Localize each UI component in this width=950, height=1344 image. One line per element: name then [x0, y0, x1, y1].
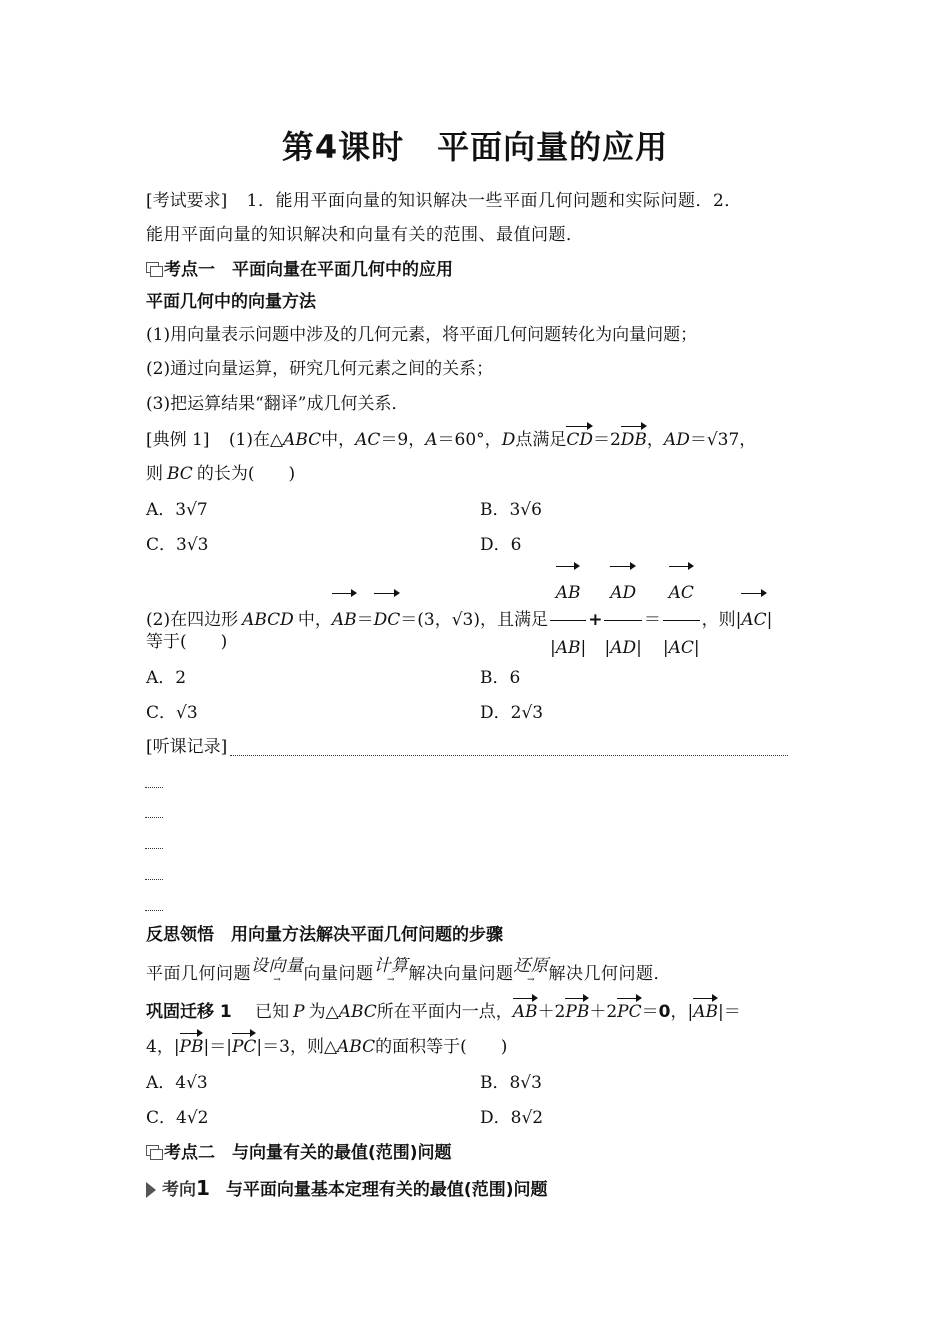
notes-dotted-line	[145, 787, 163, 788]
section1-heading	[146, 258, 453, 282]
ex1-text: ，	[646, 430, 664, 450]
ex1-point-d: D	[501, 430, 516, 450]
flow-arrow-2	[373, 956, 409, 988]
vector-cd: CD	[566, 430, 593, 450]
ex2-option-b: B．6	[480, 668, 521, 688]
ex1-angle-a: A	[425, 430, 438, 450]
ex2-text: 中，	[297, 610, 332, 630]
example1-part2-line1	[146, 568, 772, 673]
ex2-text: |	[766, 610, 773, 630]
vector-dc: DC	[374, 595, 401, 645]
vector-ab: AB	[693, 1002, 718, 1022]
vector-ab: AB	[332, 595, 357, 645]
direction-text: 与平面向量基本定理有关的最值(范围)问题	[225, 1180, 548, 1200]
section-icon	[146, 1145, 162, 1159]
example1-part2-line2: 等于( )	[146, 632, 228, 652]
ex2-option-c: C．√3	[146, 703, 198, 723]
flow-arrow-3	[513, 956, 549, 988]
exam-requirement-line2: 能用平面向量的知识解决和向量有关的范围、最值问题．	[146, 225, 584, 245]
vector-pb: PB	[565, 1002, 590, 1022]
pr-text: 已知	[255, 1002, 290, 1022]
vector-pb: PB	[179, 1037, 204, 1057]
frac-ad-num: AD	[610, 568, 636, 618]
pr-text: 所在平面内一点，	[376, 1002, 513, 1022]
ex1-ac: AC	[355, 430, 381, 450]
flow-label: 还原	[513, 956, 549, 976]
ex1-text: 则	[146, 464, 163, 484]
example1-line2	[146, 462, 295, 486]
ex1-ad: AD	[663, 430, 690, 450]
ex1-ad-value: ＝√37，	[689, 430, 757, 450]
direction-number: 1	[196, 1176, 210, 1200]
fraction-ad	[604, 568, 641, 673]
pr-text: |＝3，则△	[256, 1037, 338, 1057]
vector-db: DB	[620, 430, 647, 450]
pr-point-p: P	[293, 1002, 305, 1022]
example1-label: [典例 1]	[146, 430, 210, 450]
pr-option-a: A．4√3	[146, 1073, 208, 1093]
notes-dotted-line	[145, 910, 163, 911]
ex1-text: 点满足	[515, 430, 567, 450]
frac-ad-den: |AD|	[604, 638, 642, 658]
section2-heading	[146, 1141, 452, 1165]
pr-text: ，|	[670, 1002, 694, 1022]
pr-option-b: B．8√3	[480, 1073, 542, 1093]
pr-text: |＝	[717, 1002, 741, 1022]
requirement-text-1: 1．能用平面向量的知识解决一些平面几何问题和实际问题．2．	[246, 191, 742, 211]
ex2-option-a: A．2	[146, 668, 187, 688]
ex2-text: ＝	[643, 610, 661, 630]
pr-text: 4，|	[146, 1037, 180, 1057]
vector-ab: AB	[512, 1002, 538, 1022]
method-step-3: (3)把运算结果“翻译”成几何关系．	[146, 394, 409, 414]
frac-ab-den: |AB|	[549, 638, 587, 658]
pr-text: ＝	[641, 1002, 659, 1022]
pr-text: ＋2	[589, 1002, 618, 1022]
play-arrow-icon	[146, 1182, 156, 1198]
ex1-bc: BC	[167, 464, 193, 484]
notes-dotted-line	[230, 755, 788, 756]
fraction-ac	[663, 568, 700, 673]
pr-text: 为△	[308, 1002, 339, 1022]
direction-label: 考向	[162, 1180, 196, 1200]
pr-option-c: C．4√2	[146, 1108, 209, 1128]
ex2-text: ，则|	[701, 610, 742, 630]
ex2-option-d: D．2√3	[480, 703, 544, 723]
ex1-text: ＝9，	[380, 430, 426, 450]
requirement-label: [考试要求]	[146, 191, 228, 211]
ex1-text: 的长为( )	[196, 464, 296, 484]
notes-dotted-line	[145, 879, 163, 880]
section1-heading-text: 考点一 平面向量在平面几何中的应用	[164, 260, 453, 280]
ex1-option-a: A．3√7	[146, 500, 208, 520]
pr-text: 的面积等于( )	[375, 1037, 508, 1057]
notes-dotted-line	[145, 817, 163, 818]
plus-sign: +	[588, 610, 603, 630]
practice1-label: 巩固迁移 1	[146, 1002, 232, 1022]
frac-ac-den: |AC|	[662, 638, 700, 658]
ex1-text: ＝60°，	[437, 430, 502, 450]
ex2-quad: ABCD	[242, 610, 294, 630]
flow-step: 解决几何问题．	[548, 964, 671, 984]
method-step-1: (1)用向量表示问题中涉及的几何元素，将平面几何问题转化为向量问题；	[146, 325, 698, 345]
practice1-line1	[146, 1000, 741, 1024]
method-step-2: (2)通过向量运算，研究几何元素之间的关系；	[146, 359, 494, 379]
ex1-text: 中，	[321, 430, 356, 450]
ex2-value: ＝(3，√3)，且满足	[400, 610, 548, 630]
ex1-option-d: D．6	[480, 535, 522, 555]
flow-step: 平面几何问题	[146, 964, 251, 984]
pr-text: |＝|	[203, 1037, 232, 1057]
frac-ac-num: AC	[669, 568, 694, 618]
direction1	[146, 1176, 547, 1202]
ex1-option-c: C．3√3	[146, 535, 209, 555]
section1-subheading: 平面几何中的向量方法	[146, 292, 316, 312]
arrow-icon: →	[386, 975, 396, 985]
notes-dotted-line	[145, 848, 163, 849]
arrow-icon: →	[273, 975, 282, 985]
vector-pc: PC	[231, 1037, 257, 1057]
reflection-heading: 反思领悟 用向量方法解决平面几何问题的步骤	[146, 925, 503, 945]
pr-option-d: D．8√2	[480, 1108, 544, 1128]
exam-requirement-line1	[146, 189, 742, 213]
flow-step: 向量问题	[303, 964, 374, 984]
practice1-line2	[146, 1035, 507, 1059]
ex1-text: (1)在△	[228, 430, 284, 450]
pr-text: ＋2	[537, 1002, 566, 1022]
page-title: 第4课时 平面向量的应用	[281, 128, 669, 166]
pr-triangle: ABC	[338, 1002, 377, 1022]
vector-pc: PC	[617, 1002, 642, 1022]
fraction-ab	[550, 568, 586, 673]
flow-label: 设向量	[251, 956, 304, 976]
flow-arrow-1	[251, 956, 304, 988]
section-icon	[146, 262, 162, 276]
ex2-text: (2)在四边形	[146, 610, 239, 630]
arrow-icon: →	[526, 975, 536, 985]
section2-heading-text: 考点二 与向量有关的最值(范围)问题	[164, 1143, 452, 1163]
ex2-text: ＝	[356, 610, 374, 630]
pr-triangle: ABC	[337, 1037, 376, 1057]
ex1-triangle: ABC	[283, 430, 322, 450]
ex1-text: ＝2	[592, 430, 621, 450]
zero-vector: 0	[658, 1002, 671, 1022]
flow-label: 计算	[373, 956, 409, 976]
frac-ab-num: AB	[556, 568, 581, 618]
example1-line1	[146, 428, 756, 452]
vector-ac: AC	[741, 595, 766, 645]
notes-label: [听课记录]	[146, 737, 228, 757]
ex1-option-b: B．3√6	[480, 500, 542, 520]
flow-step: 解决向量问题	[408, 964, 514, 984]
reflection-flow	[146, 956, 671, 988]
